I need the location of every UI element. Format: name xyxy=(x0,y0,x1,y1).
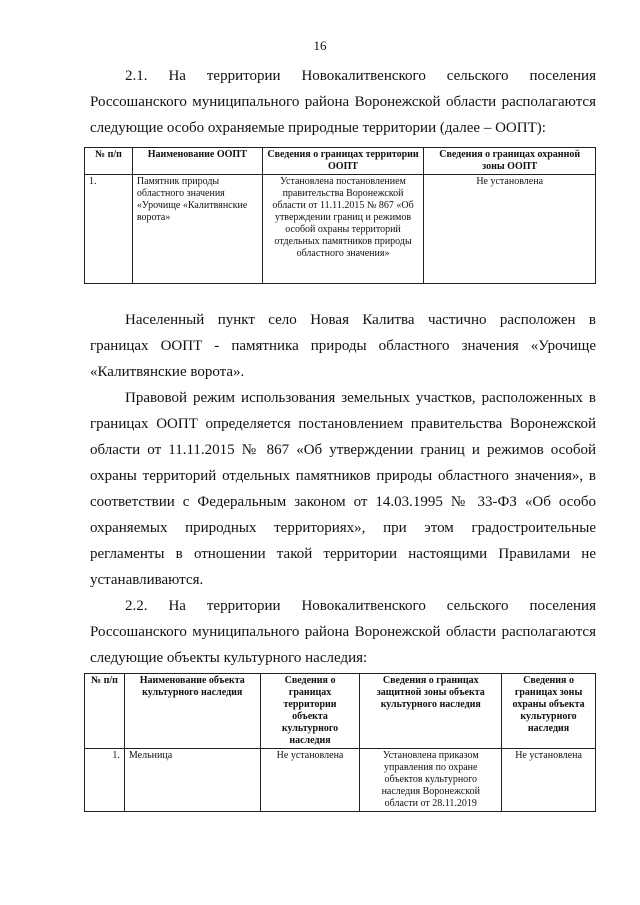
text-line: 2.1. На территории Новокалитвенского сельского поселения xyxy=(125,68,596,84)
text-line: границах ООПТ - памятника природы областного значения «Урочище xyxy=(90,338,596,354)
header-number: № п/п xyxy=(85,148,133,175)
header-number: № п/п xyxy=(85,674,125,749)
cell-territory-borders: Установлена постановлением правительства Воронежской области от 11.11.2015 № 867 «Об утверждении границ и режимов особой охраны территорий отдельных памятников природы областного значения» xyxy=(262,175,424,284)
cultural-heritage-table xyxy=(84,673,596,812)
header-protection-zone: Сведения о границах охранной зоны ООПТ xyxy=(424,148,596,175)
header-security-zone: Сведения о границах зоны охраны объекта культурного наследия xyxy=(502,674,596,749)
text-line: регламенты в отношении такой территории настоящими Правилами не xyxy=(90,546,596,562)
cell-security-zone: Не установлена xyxy=(502,749,596,812)
text-line: 2.2. На территории Новокалитвенского сельского поселения xyxy=(125,598,596,614)
table-header-row xyxy=(85,674,596,749)
cell-number: 1. xyxy=(85,175,133,284)
text-line: Правовой режим использования земельных участков, расположенных в xyxy=(125,390,596,406)
text-line: соответствии с Федеральным законом от 14.03.1995 № 33-ФЗ «Об особо xyxy=(90,494,596,510)
legal-regime-paragraph xyxy=(90,385,596,593)
cell-number: 1. xyxy=(85,749,125,812)
table-row xyxy=(85,749,596,812)
section-2-1-paragraph xyxy=(90,63,596,141)
text-line: охраны территорий отдельных памятников природы областного значения», в xyxy=(90,468,596,484)
header-object-name: Наименование объекта культурного наследия xyxy=(124,674,260,749)
cell-object-name: Мельница xyxy=(124,749,260,812)
table-header-row xyxy=(85,148,596,175)
text-line: области от 11.11.2015 № 867 «Об утверждении границ и режимов особой xyxy=(90,442,596,458)
cell-protection-zone: Не установлена xyxy=(424,175,596,284)
cell-territory-borders: Не установлена xyxy=(260,749,360,812)
text-line: границах ООПТ определяется постановлением правительства Воронежской xyxy=(90,416,596,432)
table-row xyxy=(85,175,596,284)
text-line: охраняемых природных территориях», при этом градостроительные xyxy=(90,520,596,536)
oopt-table xyxy=(84,147,596,284)
cell-oopt-name: Памятник природы областного значения «Урочище «Калитвянские ворота» xyxy=(132,175,262,284)
cell-protective-zone: Установлена приказом управления по охране объектов культурного наследия Воронежской области от 28.11.2019 xyxy=(360,749,502,812)
header-territory-borders: Сведения о границах территории объекта культурного наследия xyxy=(260,674,360,749)
text-line: Населенный пункт село Новая Калитва частично расположен в xyxy=(125,312,596,328)
text-line: Россошанского муниципального района Воронежской области располагаются xyxy=(90,624,596,640)
text-line: следующие объекты культурного наследия: xyxy=(90,650,368,666)
page-number: 16 xyxy=(313,38,327,53)
text-line: устанавливаются. xyxy=(90,572,204,588)
section-2-2-paragraph xyxy=(90,593,596,671)
text-line: следующие особо охраняемые природные территории (далее – ООПТ): xyxy=(90,120,546,136)
text-line: Россошанского муниципального района Воронежской области располагаются xyxy=(90,94,596,110)
text-line: «Калитвянские ворота». xyxy=(90,364,245,380)
header-territory-borders: Сведения о границах территории ООПТ xyxy=(262,148,424,175)
header-oopt-name: Наименование ООПТ xyxy=(132,148,262,175)
header-protective-zone: Сведения о границах защитной зоны объекта культурного наследия xyxy=(360,674,502,749)
settlement-paragraph xyxy=(90,307,596,385)
